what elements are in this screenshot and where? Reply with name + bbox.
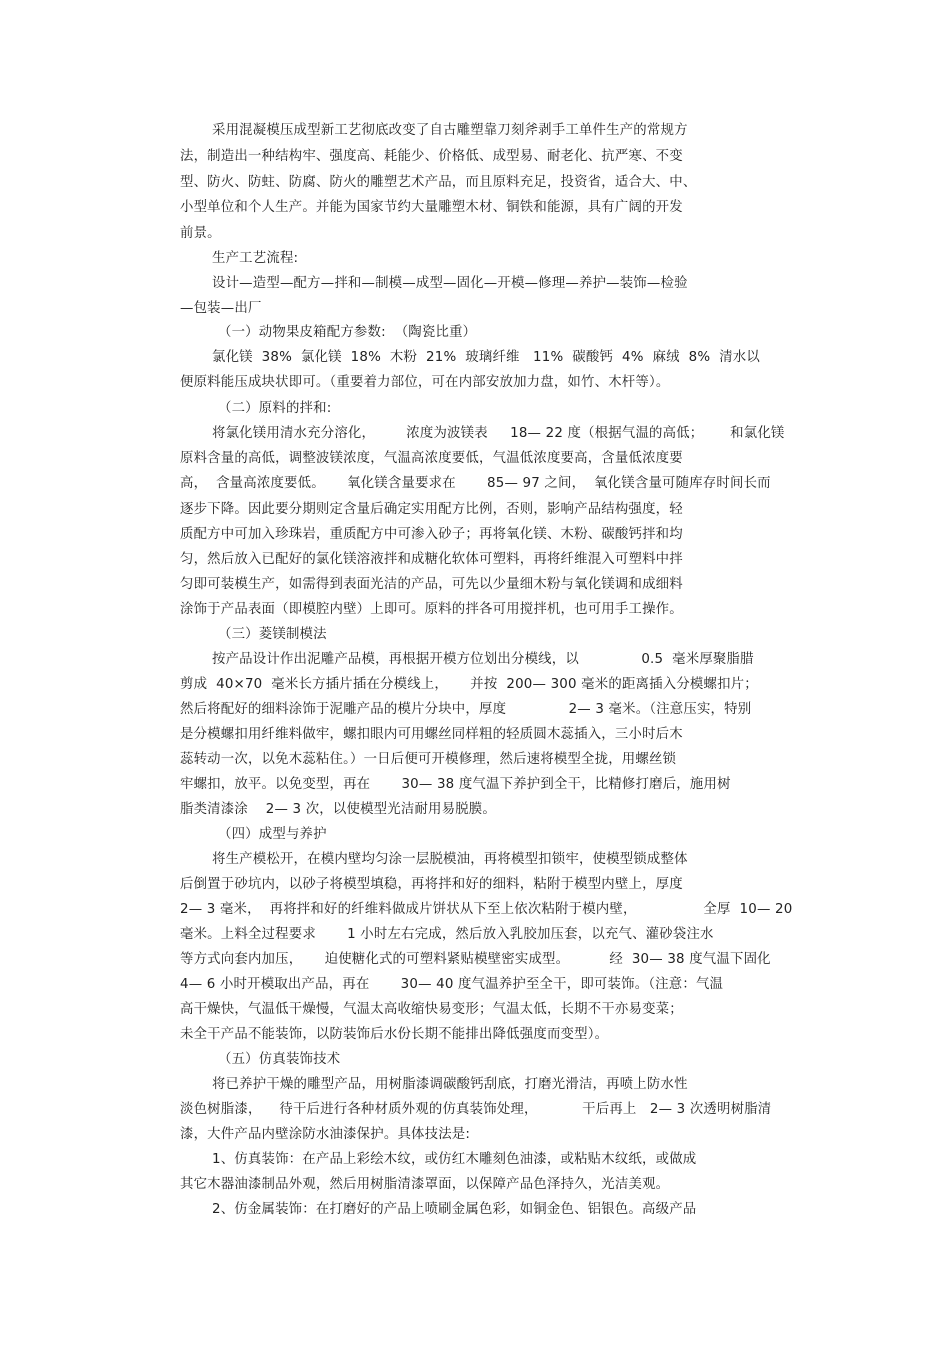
text-line: 高， 含量高浓度要低。 氧化镁含量要求在 85— 97 之间， 氧化镁含量可随库存时间长而 [180, 476, 771, 491]
text-line: 牢螺扣，放平。以免变型，再在 30— 38 度气温下养护到全干，比精修打磨后，施用树 [180, 777, 731, 792]
text-line: 匀即可装模生产，如需得到表面光洁的产品，可先以少量细木粉与氧化镁调和成细料 [180, 577, 683, 592]
section-heading: （二）原料的拌和: [218, 401, 332, 416]
text-line: 设计—造型—配方—拌和—制模—成型—固化—开模—修理—养护—装饰—检验 [212, 276, 688, 291]
text-line: 1、仿真装饰：在产品上彩绘木纹，或仿红木雕刻色油漆，或粘贴木纹纸，或做成 [212, 1152, 697, 1167]
text-line: 等方式向套内加压， 迫使糖化式的可塑料紧贴模壁密实成型。 经 30— 38 度气温下固化 [180, 952, 771, 967]
text-line: 其它木器油漆制品外观，然后用树脂清漆罩面，以保障产品色泽持久，光洁美观。 [180, 1177, 670, 1192]
text-line: 原料含量的高低，调整波镁浓度，气温高浓度要低，气温低浓度要高，含量低浓度要 [180, 451, 683, 466]
text-line: 逐步下降。因此要分期则定含量后确定实用配方比例，否则，影响产品结构强度，轻 [180, 502, 683, 517]
text-line: 涂饰于产品表面（即模腔内壁）上即可。原料的拌各可用搅拌机，也可用手工操作。 [180, 602, 683, 617]
text-line: 采用混凝模压成型新工艺彻底改变了自古雕塑靠刀刻斧剥手工单件生产的常规方 [212, 123, 688, 138]
text-line: 型、防火、防蛀、防腐、防火的雕塑艺术产品，而且原料充足，投资省，适合大、中、 [180, 175, 697, 190]
text-line: 剪成 40×70 毫米长方插片插在分模线上， 并按 200— 300 毫米的距离插入分模螺扣片； [180, 677, 758, 692]
text-line: 将氯化镁用清水充分溶化， 浓度为波镁表 18— 22 度（根据气温的高低； 和氯化镁 [212, 426, 785, 441]
text-line: 毫米。上料全过程要求 1 小时左右完成，然后放入乳胶加压套，以充气、灌砂袋注水 [180, 927, 714, 942]
text-line: 漆，大件产品内壁涂防水油漆保护。具体技法是: [180, 1127, 471, 1142]
text-line: 便原料能压成块状即可。（重要着力部位，可在内部安放加力盘，如竹、木杆等）。 [180, 375, 670, 390]
text-line: 后倒置于砂坑内，以砂子将模型填稳，再将拌和好的细料，粘附于模型内壁上，厚度 [180, 877, 683, 892]
text-line: 然后将配好的细料涂饰于泥雕产品的模片分块中，厚度 2— 3 毫米。（注意压实，特别 [180, 702, 752, 717]
section-label: 生产工艺流程: [212, 251, 299, 266]
section-heading: （三）菱镁制模法 [218, 627, 327, 642]
text-line: 2、仿金属装饰：在打磨好的产品上喷刷金属色彩，如铜金色、铝银色。高级产品 [212, 1202, 697, 1217]
text-line: 2— 3 毫米， 再将拌和好的纤维料做成片饼状从下至上依次粘附于模内壁， 全厚 10— 20 [180, 902, 793, 917]
text-line: 按产品设计作出泥雕产品模，再根据开模方位划出分模线，以 0.5 毫米厚聚脂腊 [212, 652, 754, 667]
text-line: 前景。 [180, 226, 221, 241]
text-line: 法，制造出一种结构牢、强度高、耗能少、价格低、成型易、耐老化、抗严寒、不变 [180, 149, 683, 164]
section-heading: （一）动物果皮箱配方参数: （陶瓷比重） [218, 325, 477, 340]
text-line: 蕊转动一次，以免木蕊粘住。）一日后便可开模修理，然后速将模型全拢，用螺丝锁 [180, 752, 677, 767]
text-line: —包装—出厂 [180, 301, 262, 316]
text-line: 小型单位和个人生产。并能为国家节约大量雕塑木材、铜铁和能源，具有广阔的开发 [180, 200, 683, 215]
section-heading: （四）成型与养护 [218, 827, 327, 842]
text-line: 4— 6 小时开模取出产品，再在 30— 40 度气温养护至全干，即可装饰。（注意：气温 [180, 977, 724, 992]
section-heading: （五）仿真装饰技术 [218, 1052, 341, 1067]
text-line: 脂类清漆涂 2— 3 次，以使模型光洁耐用易脱膜。 [180, 802, 496, 817]
text-line: 将已养护干燥的雕型产品，用树脂漆调碳酸钙刮底，打磨光滑洁，再喷上防水性 [212, 1077, 688, 1092]
text-line: 质配方中可加入珍珠岩，重质配方中可渗入砂子；再将氧化镁、木粉、碳酸钙拌和均 [180, 527, 683, 542]
text-line: 高干燥快，气温低干燥慢，气温太高收缩快易变形；气温太低，长期不干亦易变菜； [180, 1002, 683, 1017]
text-line: 未全干产品不能装饰，以防装饰后水份长期不能排出降低强度而变型）。 [180, 1027, 609, 1042]
text-line: 是分模螺扣用纤维料做牢，螺扣眼内可用螺丝同样粗的轻质圆木蕊插入，三小时后木 [180, 727, 683, 742]
text-line: 淡色树脂漆， 待干后进行各种材质外观的仿真装饰处理， 干后再上 2— 3 次透明树脂清 [180, 1102, 772, 1117]
text-line: 匀，然后放入已配好的氯化镁溶液拌和成糖化软体可塑料，再将纤维混入可塑料中拌 [180, 552, 683, 567]
text-line: 氯化镁 38% 氯化镁 18% 木粉 21% 玻璃纤维 11% 碳酸钙 4% 麻绒 8% 清水以 [212, 350, 760, 365]
text-line: 将生产模松开，在模内壁均匀涂一层脱模油，再将模型扣锁牢，使模型锁成整体 [212, 852, 688, 867]
